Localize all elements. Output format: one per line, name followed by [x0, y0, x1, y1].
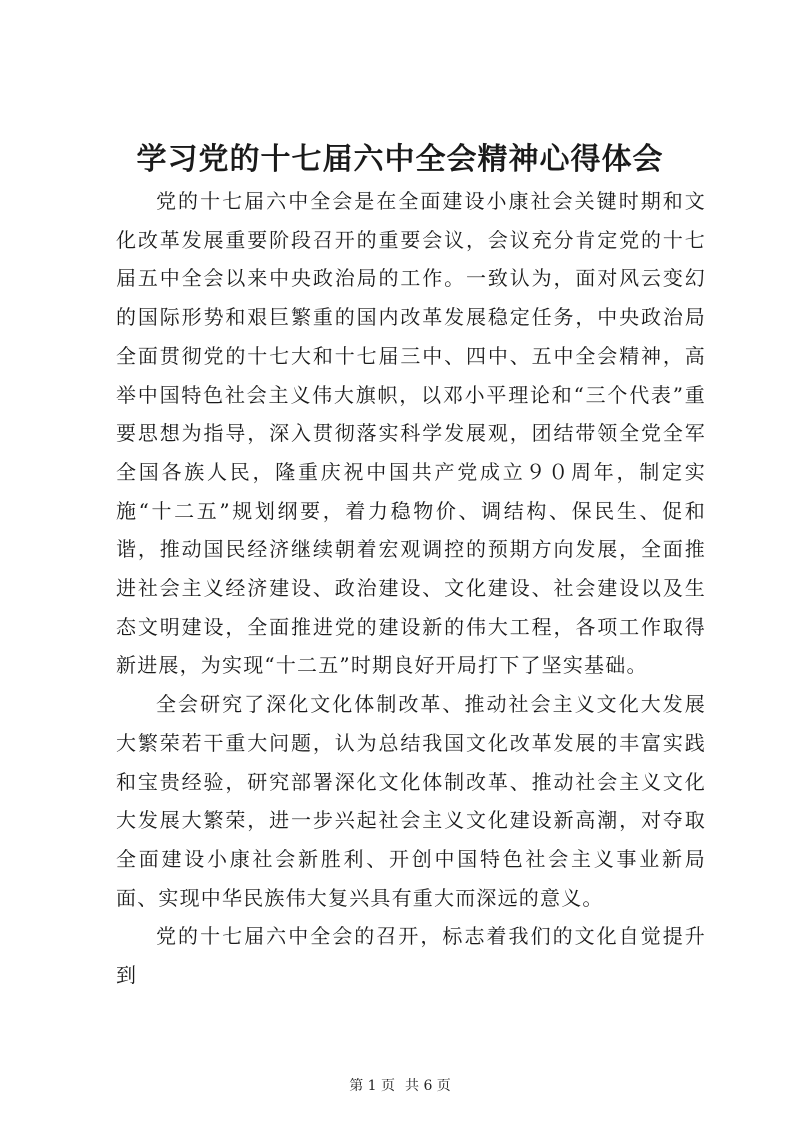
document-title: 学习党的十七届六中全会精神心得体会 — [136, 142, 664, 177]
document-body — [116, 182, 706, 995]
paragraph-2: 全会研究了深化文化体制改革、推动社会主义文化大发展大繁荣若干重大问题，认为总结我国文化改革发展的丰富实践和宝贵经验，研究部署深化文化体制改革、推动社会主义文化大发展大繁荣，进一步兴起社会主义文化建设新高潮，对夺取全面建设小康社会新胜利、开创中国特色社会主义事业新局面、实现中华民族伟大复兴具有重大而深远的意义。 — [116, 692, 706, 910]
page-footer — [0, 1076, 800, 1096]
paragraph-3: 党的十七届六中全会的召开，标志着我们的文化自觉提升到 — [116, 924, 706, 988]
paragraph-1: 党的十七届六中全会是在全面建设小康社会关键时期和文化改革发展重要阶段召开的重要会议，会议充分肯定党的十七届五中全会以来中央政治局的工作。一致认为，面对风云变幻的国际形势和艰巨繁重的国内改革发展稳定任务，中央政治局全面贯彻党的十七大和十七届三中、四中、五中全会精神，高举中国特色社会主义伟大旗帜，以邓小平理论和“三个代表”重要思想为指导，深入贯彻落实科学发展观，团结带领全党全军全国各族人民，隆重庆祝中国共产党成立９０周年，制定实施“十二五”规划纲要，着力稳物价、调结构、保民生、促和谐，推动国民经济继续朝着宏观调控的预期方向发展，全面推进社会主义经济建设、政治建设、文化建设、社会建设以及生态文明建设，全面推进党的建设新的伟大工程，各项工作取得新进展，为实现“十二五”时期良好开局打下了坚实基础。 — [116, 189, 706, 678]
page-number-total: 共 6 页 — [405, 1078, 451, 1094]
page-number-current: 第 1 页 — [349, 1078, 395, 1094]
